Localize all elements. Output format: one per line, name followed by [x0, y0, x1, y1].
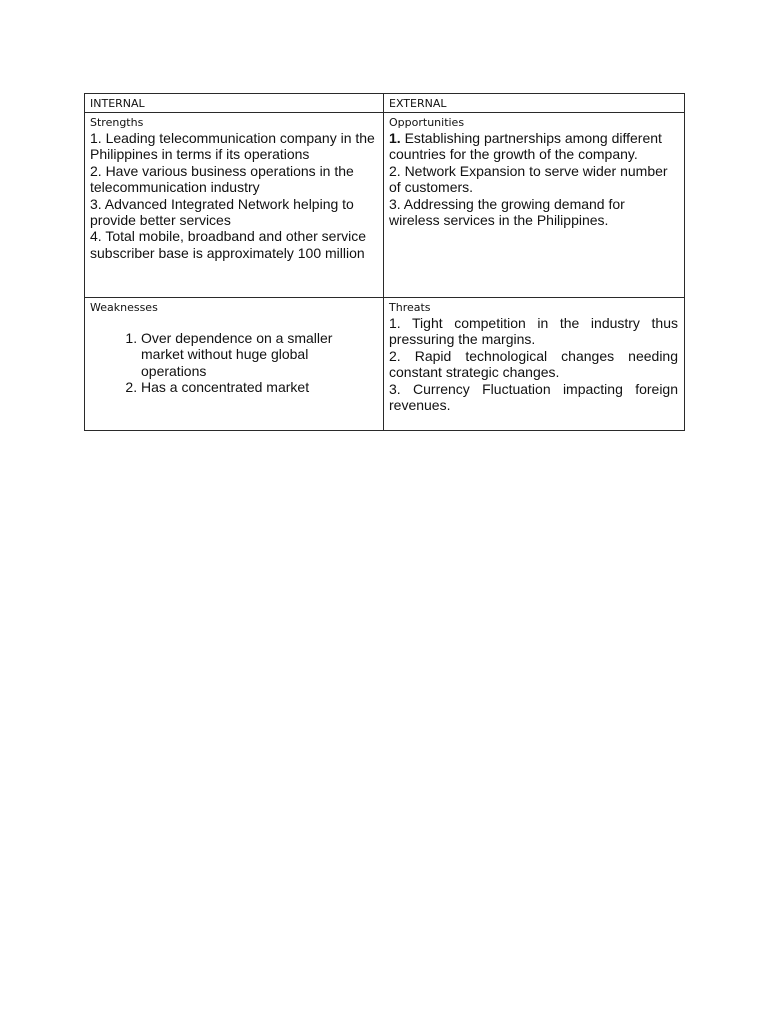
external-header: EXTERNAL	[389, 97, 447, 110]
threat-item: 3. Currency Fluctuation impacting foreign revenues.	[389, 380, 678, 414]
strength-item: 2. Have various business operations in the telecommunication industry	[90, 162, 354, 196]
threats-list	[389, 315, 678, 413]
threats-title: Threats	[389, 301, 431, 314]
strength-item: 4. Total mobile, broadband and other service subscriber base is approximately 100 million	[90, 228, 367, 261]
threat-item: 1. Tight competition in the industry thus pressuring the margins.	[389, 315, 678, 348]
opportunity-item: 3. Addressing the growing demand for wireless services in the Philippines.	[389, 195, 625, 229]
threats-cell	[384, 298, 685, 431]
opportunities-list	[389, 130, 678, 228]
swot-table	[84, 93, 685, 431]
strengths-cell	[85, 113, 384, 298]
opportunity-item	[389, 130, 678, 163]
weakness-item: 1. Over dependence on a smaller market without huge global operations	[141, 330, 377, 379]
opportunity-item-text: Establishing partnerships among different countries for the growth of the company.	[389, 130, 662, 163]
weaknesses-list	[90, 330, 377, 396]
opportunities-title: Opportunities	[389, 116, 465, 129]
weaknesses-cell	[85, 298, 384, 431]
threat-item: 2. Rapid technological changes needing constant strategic changes.	[389, 347, 678, 381]
strengths-title: Strengths	[90, 116, 144, 129]
opportunity-item-number: 1.	[389, 130, 401, 146]
strength-item: 3. Advanced Integrated Network helping to provide better services	[90, 195, 354, 229]
external-header-cell	[384, 94, 685, 113]
weaknesses-title: Weaknesses	[90, 301, 158, 314]
opportunity-item: 2. Network Expansion to serve wider number of customers.	[389, 162, 668, 196]
strength-item: 1. Leading telecommunication company in the Philippines in terms if its operations	[90, 130, 375, 163]
weakness-item: 2. Has a concentrated market	[141, 379, 377, 395]
strengths-list	[90, 130, 377, 261]
internal-header: INTERNAL	[90, 97, 145, 110]
internal-header-cell	[85, 94, 384, 113]
opportunities-cell	[384, 113, 685, 298]
